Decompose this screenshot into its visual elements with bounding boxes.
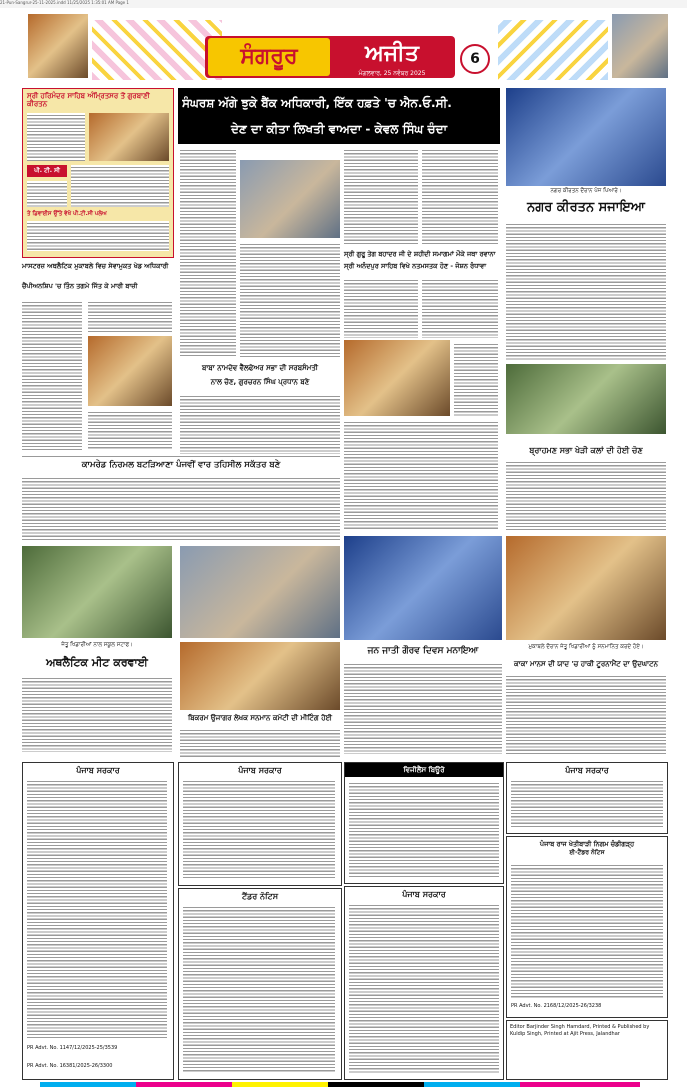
ad-tender-notice — [178, 888, 342, 1080]
ad-punjab-sarkar-right — [344, 886, 504, 1080]
baba-headline-2: ਨਾਲ ਚੋਣ, ਗੁਰਚਰਨ ਸਿੰਘ ਪ੍ਰਧਾਨ ਬਣੇ — [210, 378, 310, 386]
master-text-3 — [88, 300, 172, 334]
lead-text-col1 — [180, 148, 236, 358]
master-headline-1: ਮਾਸਟਰਜ਼ ਅਥਲੈਟਿਕ ਮੁਕਾਬਲੇ ਵਿਚ ਸੇਵਾਮੁਕਤ ਖੇਡ ਅਧਿਕਾਰੀ — [22, 262, 169, 270]
ad-punjab-sarkar-center — [178, 762, 342, 886]
page-number: 6 — [460, 44, 490, 74]
bikram-text — [180, 728, 340, 758]
ad-mandi-board — [506, 836, 668, 1018]
ad-far-right-title: ਪੰਜਾਬ ਸਰਕਾਰ — [565, 766, 609, 775]
nagar-kirtan-headline: ਨਗਰ ਕੀਰਤਨ ਸਜਾਇਆ — [527, 200, 645, 215]
ptc-promo-line: ਤੇ ਡਿਵਾਈਸ ਉੱਤੇ ਵੇਖੋ ਪੀ.ਟੀ.ਸੀ ਪਲੇਅ — [27, 211, 107, 217]
janjati-text — [344, 662, 502, 754]
center-photo-1 — [180, 546, 340, 638]
ad-left-text — [27, 779, 167, 1039]
masthead-pattern — [92, 20, 222, 80]
nagar-kirtan-text — [506, 222, 666, 360]
sabha-photo — [506, 364, 666, 434]
athletic-text — [22, 676, 172, 752]
guru-teg-text-4 — [344, 420, 498, 530]
ad-left-pr: PR Advt. No. 1147/12/2025-25/3539 — [27, 1045, 118, 1051]
athletic-caption: ਜੇਤੂ ਖਿਡਾਰੀਆਂ ਨਾਲ ਸਕੂਲ ਸਟਾਫ। — [61, 642, 133, 648]
ad-mandi-subtitle: ਈ-ਟੈਂਡਰ ਨੋਟਿਸ — [569, 849, 605, 856]
printer-strip: 21-Pun-Sangrur-25-11-2025.indd 11/25/2025 1:35:01 AM Page 1 — [0, 0, 687, 8]
comrade-text — [22, 476, 340, 540]
masthead-left-photo — [28, 14, 88, 78]
athletic-headline: ਅਥਲੈਟਿਕ ਮੀਟ ਕਰਵਾਈ — [46, 656, 148, 669]
golden-temple-photo — [89, 113, 169, 161]
lead-text-col3 — [344, 148, 418, 244]
comrade-rule — [22, 456, 340, 457]
ad-tender-text — [183, 905, 335, 1073]
lead-headline-1: ਸੰਘਰਸ਼ ਅੱਗੇ ਝੁਕੇ ਬੈਂਕ ਅਧਿਕਾਰੀ, ਇੱਕ ਹਫ਼ਤੇ 'ਚ ਐਨ.ਓ.ਸੀ. — [182, 96, 452, 110]
gurbani-footer-text — [27, 221, 169, 251]
kabaddi-photo-1 — [344, 536, 502, 640]
ad-left-pr-2: PR Advt. No. 16381/2025-26/3300 — [27, 1063, 113, 1069]
bikram-headline: ਬਿਕਰਮ ਉਜਾਗਰ ਲੇਖਕ ਸਨਮਾਨ ਕਮੇਟੀ ਦੀ ਮੀਟਿੰਗ ਹੋਈ — [187, 714, 333, 722]
ad-vigilance-title: ਵਿਜੀਲੈਂਸ ਬਿਊਰੋ — [345, 763, 503, 777]
printer-imprint — [506, 1020, 668, 1080]
ad-far-right-top — [506, 762, 668, 834]
ad-center-text — [183, 779, 335, 879]
lead-photo — [240, 160, 340, 238]
center-photo-2 — [180, 642, 340, 710]
masthead-title-ajit: ਅਜੀਤ — [365, 41, 419, 66]
ad-right-title: ਪੰਜਾਬ ਸਰਕਾਰ — [402, 890, 446, 899]
gurbani-promo-heading: ਸ੍ਰੀ ਹਰਿਮੰਦਰ ਸਾਹਿਬ ਅੰਮ੍ਰਿਤਸਰ ਤੋਂ ਗੁਰਬਾਣੀ ਕੀਰਤਨ — [27, 92, 150, 108]
guru-teg-headline-2: ਸ੍ਰੀ ਅਨੰਦਪੁਰ ਸਾਹਿਬ ਵਿਖੇ ਨਤਮਸਤਕ ਹੋਣ - ਜੋਸ਼ਨ ਰੰਧਾਵਾ — [344, 262, 487, 270]
master-headline-2: ਚੈਂਪੀਅਨਸ਼ਿਪ 'ਚ ਤਿੰਨ ਤਗਮੇ ਜਿੱਤ ਕੇ ਮਾਰੀ ਬਾਜ਼ੀ — [22, 282, 138, 290]
ad-punjab-sarkar-left — [22, 762, 174, 1080]
master-text-2 — [88, 410, 172, 450]
nagar-kirtan-photo — [506, 88, 666, 186]
masthead-date: ਮੰਗਲਵਾਰ, 25 ਨਵੰਬਰ 2025 — [358, 70, 426, 77]
gurbani-schedule-text-2 — [27, 181, 67, 207]
gurbani-promo-box — [22, 88, 174, 258]
nagar-kirtan-caption: ਨਗਰ ਕੀਰਤਨ ਦੌਰਾਨ ਪੰਜ ਪਿਆਰੇ। — [550, 188, 622, 194]
ad-center-title: ਪੰਜਾਬ ਸਰਕਾਰ — [238, 766, 282, 775]
lead-text-col2 — [240, 242, 340, 358]
guru-teg-text — [344, 278, 418, 338]
brahmin-text — [506, 460, 666, 530]
kaka-text — [506, 674, 666, 756]
guru-teg-photo — [344, 340, 450, 416]
ad-tender-title: ਟੈਂਡਰ ਨੋਟਿਸ — [241, 892, 279, 901]
ad-mandi-title: ਪੰਜਾਬ ਰਾਜ ਖੇਤੀਬਾੜੀ ਨਿਗਮ ਚੰਡੀਗੜ੍ਹ — [539, 840, 635, 848]
ad-vigilance-text — [349, 781, 499, 879]
masthead-title-sangrur: ਸੰਗਰੂਰ — [208, 38, 330, 76]
color-registration-strip — [40, 1082, 640, 1087]
lead-text-col4 — [422, 148, 498, 244]
ad-mandi-text — [511, 863, 663, 999]
ad-far-right-text — [511, 779, 663, 829]
kabaddi-caption: ਮੁਕਾਬਲੇ ਦੌਰਾਨ ਜੇਤੂ ਖਿਡਾਰੀਆਂ ਨੂੰ ਸਨਮਾਨਿਤ ਕਰਦੇ ਹੋਏ। — [528, 644, 644, 650]
lead-headline-2: ਦੇਣ ਦਾ ਕੀਤਾ ਲਿਖਤੀ ਵਾਅਦਾ - ਕੇਵਲ ਸਿੰਘ ਚੰਦਾ — [230, 122, 447, 136]
guru-teg-text-2 — [422, 278, 498, 338]
printer-imprint-text: Editor Barjinder Singh Hamdard, Printed & Published by Kuldip Singh, Printed at Ajit Press, Jalandhar — [510, 1024, 650, 1037]
gurbani-schedule-text — [71, 165, 169, 207]
master-text — [22, 300, 82, 450]
comrade-headline: ਕਾਮਰੇਡ ਨਿਰਮਲ ਬਟੜਿਆਣਾ ਪੰਜਵੀਂ ਵਾਰ ਤਹਿਸੀਲ ਸਕੱਤਰ ਬਣੇ — [81, 460, 281, 470]
kabaddi-photo-2 — [506, 536, 666, 640]
janjati-headline: ਜਨ ਜਾਤੀ ਗੌਰਵ ਦਿਵਸ ਮਨਾਇਆ — [367, 646, 479, 656]
brahmin-headline: ਬ੍ਰਾਹਮਣ ਸਭਾ ਖੇੜੀ ਕਲਾਂ ਦੀ ਹੋਈ ਚੋਣ — [529, 446, 643, 455]
ad-vigilance — [344, 762, 504, 884]
ptc-badge: ਪੀ. ਟੀ. ਸੀ — [27, 165, 67, 177]
baba-text — [180, 394, 340, 454]
gurbani-promo-text — [27, 113, 85, 161]
ad-right-text — [349, 903, 499, 1073]
masthead-pattern-right — [498, 20, 608, 80]
athletic-photo — [22, 546, 172, 638]
guru-teg-headline-1: ਸ੍ਰੀ ਗੁਰੂ ਤੇਗ ਬਹਾਦਰ ਜੀ ਦੇ ਸ਼ਹੀਦੀ ਸਮਾਗਮਾਂ ਮੌਕੇ ਜਥਾ ਰਵਾਨਾ — [344, 250, 496, 258]
ad-mandi-pr: PR Advt. No. 2168/12/2025-26/3238 — [511, 1003, 602, 1009]
guru-teg-text-3 — [454, 342, 498, 416]
kaka-headline: ਕਾਕਾ ਮਾਨਸ ਦੀ ਯਾਦ 'ਚ ਹਾਕੀ ਟੂਰਨਾਮੈਂਟ ਦਾ ਉਦਘਾਟਨ — [514, 660, 658, 668]
ad-left-title: ਪੰਜਾਬ ਸਰਕਾਰ — [76, 766, 120, 775]
masthead-right-photo — [612, 14, 668, 78]
master-photo — [88, 336, 172, 406]
baba-headline-1: ਬਾਬਾ ਨਾਮਦੇਵ ਵੈੱਲਫੇਅਰ ਸਭਾ ਦੀ ਸਰਬਸੰਮਤੀ — [202, 364, 318, 372]
